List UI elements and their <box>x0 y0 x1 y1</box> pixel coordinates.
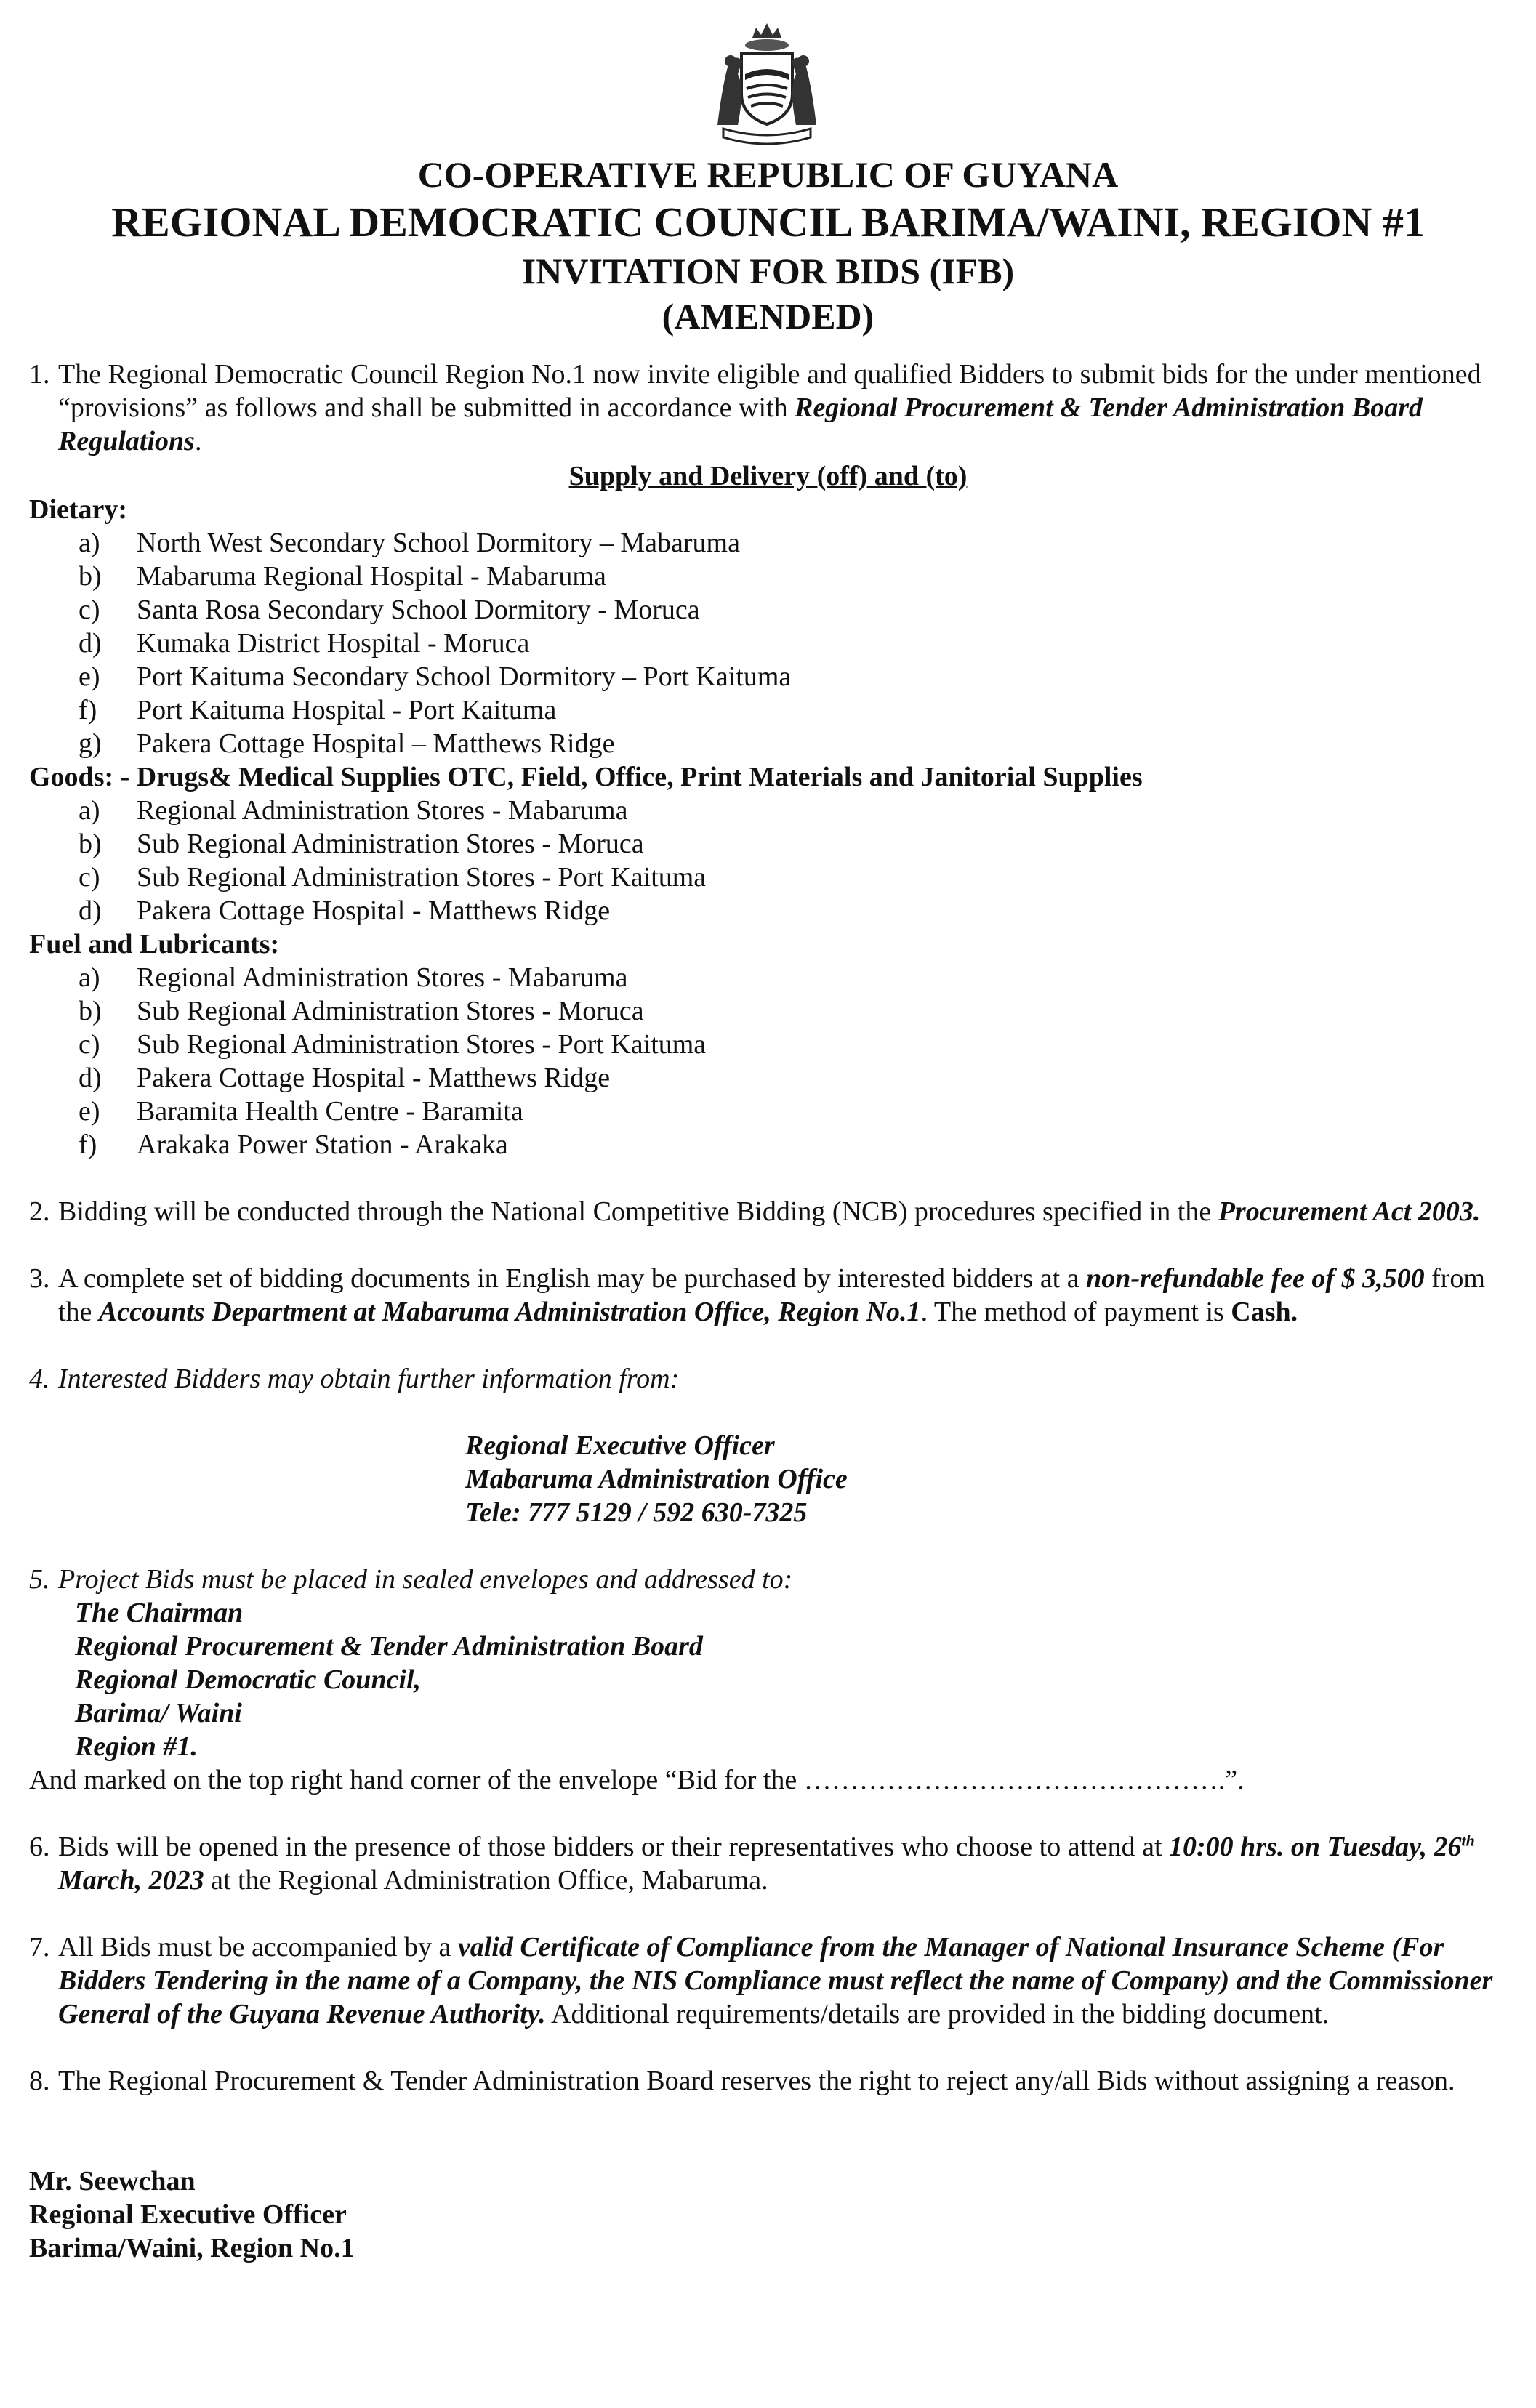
signatory-name: Mr. Seewchan <box>29 2166 196 2196</box>
section-title: Goods: - Drugs& Medical Supplies OTC, Field, Office, Print Materials and Janitorial Supplies <box>29 762 1143 792</box>
fee-emphasis: non-refundable fee of $ 3,500 <box>1086 1263 1425 1294</box>
paragraph-3 <box>29 1262 1507 1329</box>
contact-title: Regional Executive Officer <box>465 1430 775 1461</box>
paragraph-6 <box>29 1830 1507 1897</box>
list-item <box>29 593 1507 627</box>
item-letter: f) <box>79 1129 97 1160</box>
paragraph-number: 2. <box>29 1196 50 1227</box>
paragraph-number: 8. <box>29 2066 50 2096</box>
address-line: Barima/ Waini <box>75 1698 242 1728</box>
item-text: Pakera Cottage Hospital – Matthews Ridge <box>137 728 615 759</box>
item-text: Pakera Cottage Hospital - Matthews Ridge <box>137 895 611 926</box>
payment-method: Cash. <box>1231 1297 1298 1327</box>
contact-phone: Tele: 777 5129 / 592 630-7325 <box>465 1497 808 1528</box>
address-line: The Chairman <box>75 1598 244 1628</box>
address-block <box>29 1596 1507 1763</box>
spacer <box>29 1228 1507 1262</box>
paragraph-text: Interested Bidders may obtain further information from: <box>58 1364 680 1394</box>
paragraph-number: 7. <box>29 1932 50 1962</box>
item-text: Sub Regional Administration Stores - Moruca <box>137 996 644 1026</box>
paragraph-text: Additional requirements/details are provided in the bidding document. <box>545 1999 1330 2029</box>
spacer <box>29 1797 1507 1830</box>
signatory-region: Barima/Waini, Region No.1 <box>29 2233 355 2263</box>
item-text: Sub Regional Administration Stores - Moruca <box>137 829 644 859</box>
item-letter: g) <box>79 728 102 759</box>
item-letter: b) <box>79 996 102 1026</box>
list-item <box>29 526 1507 560</box>
paragraph-5 <box>29 1563 1507 1596</box>
section-fuel <box>29 927 1507 1161</box>
address-line: Regional Procurement & Tender Administration Board <box>75 1631 703 1662</box>
spacer <box>29 1897 1507 1930</box>
item-letter: c) <box>79 1029 100 1060</box>
item-letter: a) <box>79 795 100 826</box>
list-item <box>29 794 1507 827</box>
item-letter: d) <box>79 628 102 659</box>
list-item <box>29 994 1507 1028</box>
item-text: Regional Administration Stores - Mabaruma <box>137 962 628 993</box>
spacer <box>29 1529 1507 1563</box>
paragraph-number: 4. <box>29 1364 50 1394</box>
item-letter: c) <box>79 862 100 893</box>
signatory-title: Regional Executive Officer <box>29 2199 347 2230</box>
item-letter: a) <box>79 962 100 993</box>
item-letter: b) <box>79 561 102 592</box>
compliance-emphasis: valid Certificate of Compliance from the Manager of National Insurance Scheme (For Bidders Tendering in the name of a Company, the NIS Compliance must reflect the name of Company) and the Commissioner General of the Guyana Revenue Authority. <box>58 1932 1493 2029</box>
address-line: Regional Democratic Council, <box>75 1664 422 1695</box>
signature-block <box>29 2165 1507 2265</box>
item-text: Pakera Cottage Hospital - Matthews Ridge <box>137 1063 611 1093</box>
list-item <box>29 693 1507 727</box>
item-letter: d) <box>79 895 102 926</box>
list-item <box>29 660 1507 693</box>
item-letter: a) <box>79 528 100 558</box>
paragraph-text: Project Bids must be placed in sealed envelopes and addressed to: <box>58 1564 793 1595</box>
item-letter: c) <box>79 595 100 625</box>
opening-time-emphasis: 10:00 hrs. on Tuesday, 26 <box>1169 1832 1462 1862</box>
address-line: Region #1. <box>75 1731 198 1762</box>
spacer <box>29 2131 1507 2165</box>
list-item <box>29 1061 1507 1095</box>
paragraph-end: . <box>194 426 202 456</box>
supply-delivery-subheading: Supply and Delivery (off) and (to) <box>568 461 968 491</box>
item-text: Santa Rosa Secondary School Dormitory - Moruca <box>137 595 700 625</box>
spacer <box>29 2098 1507 2131</box>
paragraph-text: from the <box>58 1263 1485 1327</box>
accounts-dept-emphasis: Accounts Department at Mabaruma Administration Office, Region No.1 <box>98 1297 921 1327</box>
list-item <box>29 560 1507 593</box>
opening-date-emphasis: March, 2023 <box>58 1865 204 1896</box>
item-text: Sub Regional Administration Stores - Port Kaituma <box>137 862 707 893</box>
list-item <box>29 861 1507 894</box>
item-letter: d) <box>79 1063 102 1093</box>
paragraph-2 <box>29 1195 1507 1228</box>
section-goods <box>29 760 1507 927</box>
list-item <box>29 1095 1507 1128</box>
item-text: Port Kaituma Hospital - Port Kaituma <box>137 695 557 725</box>
paragraph-text: The Regional Procurement & Tender Administration Board reserves the right to reject any/all Bids without assigning a reason. <box>58 2066 1455 2096</box>
fuel-list <box>29 961 1507 1161</box>
list-item <box>29 727 1507 760</box>
country-title: CO-OPERATIVE REPUBLIC OF GUYANA <box>417 154 1119 195</box>
paragraph-text: at the Regional Administration Office, Mabaruma. <box>204 1865 768 1896</box>
procurement-act-emphasis: Procurement Act 2003. <box>1218 1196 1481 1227</box>
paragraph-number: 1. <box>29 359 50 390</box>
ordinal-suffix: th <box>1461 1831 1475 1850</box>
item-text: Port Kaituma Secondary School Dormitory – Port Kaituma <box>137 661 792 692</box>
paragraph-text: All Bids must be accompanied by a <box>58 1932 458 1962</box>
notice-body <box>29 358 1507 2265</box>
contact-office: Mabaruma Administration Office <box>465 1464 848 1494</box>
paragraph-4 <box>29 1362 1507 1396</box>
paragraph-text: A complete set of bidding documents in English may be purchased by interested bidders at a <box>58 1263 1087 1294</box>
coat-of-arms-icon <box>701 16 832 147</box>
paragraph-text: Bids will be opened in the presence of those bidders or their representatives who choose to attend at <box>58 1832 1169 1862</box>
envelope-marking: And marked on the top right hand corner of the envelope “Bid for the ……………………………………….”. <box>29 1765 1245 1795</box>
dietary-list <box>29 526 1507 760</box>
item-letter: b) <box>79 829 102 859</box>
list-item <box>29 1028 1507 1061</box>
paragraph-8 <box>29 2064 1507 2098</box>
item-text: Mabaruma Regional Hospital - Mabaruma <box>137 561 606 592</box>
item-text: Regional Administration Stores - Mabaruma <box>137 795 628 826</box>
section-title: Fuel and Lubricants: <box>29 929 280 959</box>
contact-block <box>29 1429 1507 1529</box>
spacer <box>29 2031 1507 2064</box>
paragraph-number: 5. <box>29 1564 50 1595</box>
paragraph-1 <box>29 358 1507 458</box>
list-item <box>29 1128 1507 1161</box>
list-item <box>29 627 1507 660</box>
paragraph-text: The Regional Democratic Council Region No.1 now invite eligible and qualified Bidders to submit bids for the under mentioned “provisions” as follows and shall be submitted in accordance with <box>58 359 1481 423</box>
paragraph-text: Bidding will be conducted through the National Competitive Bidding (NCB) procedures specified in the <box>58 1196 1218 1227</box>
item-text: Baramita Health Centre - Baramita <box>137 1096 523 1127</box>
spacer <box>29 1161 1507 1195</box>
list-item <box>29 961 1507 994</box>
item-text: Kumaka District Hospital - Moruca <box>137 628 530 659</box>
paragraph-text: . The method of payment is <box>920 1297 1231 1327</box>
document-header <box>0 153 1536 339</box>
goods-list <box>29 794 1507 927</box>
paragraph-number: 6. <box>29 1832 50 1862</box>
item-letter: e) <box>79 1096 100 1127</box>
list-item <box>29 827 1507 861</box>
council-title: REGIONAL DEMOCRATIC COUNCIL BARIMA/WAINI, REGION #1 <box>111 198 1425 246</box>
section-dietary <box>29 493 1507 760</box>
item-text: Sub Regional Administration Stores - Port Kaituma <box>137 1029 707 1060</box>
section-title: Dietary: <box>29 494 128 525</box>
spacer <box>29 1396 1507 1429</box>
paragraph-number: 3. <box>29 1263 50 1294</box>
item-text: North West Secondary School Dormitory – Mabaruma <box>137 528 740 558</box>
spacer <box>29 1329 1507 1362</box>
ifb-title: INVITATION FOR BIDS (IFB) <box>521 251 1015 291</box>
item-letter: f) <box>79 695 97 725</box>
item-text: Arakaka Power Station - Arakaka <box>137 1129 508 1160</box>
regulations-emphasis: Regional Procurement & Tender Administration Board Regulations <box>58 392 1423 456</box>
item-letter: e) <box>79 661 100 692</box>
paragraph-7 <box>29 1930 1507 2031</box>
list-item <box>29 894 1507 927</box>
amended-label: (AMENDED) <box>662 296 874 337</box>
